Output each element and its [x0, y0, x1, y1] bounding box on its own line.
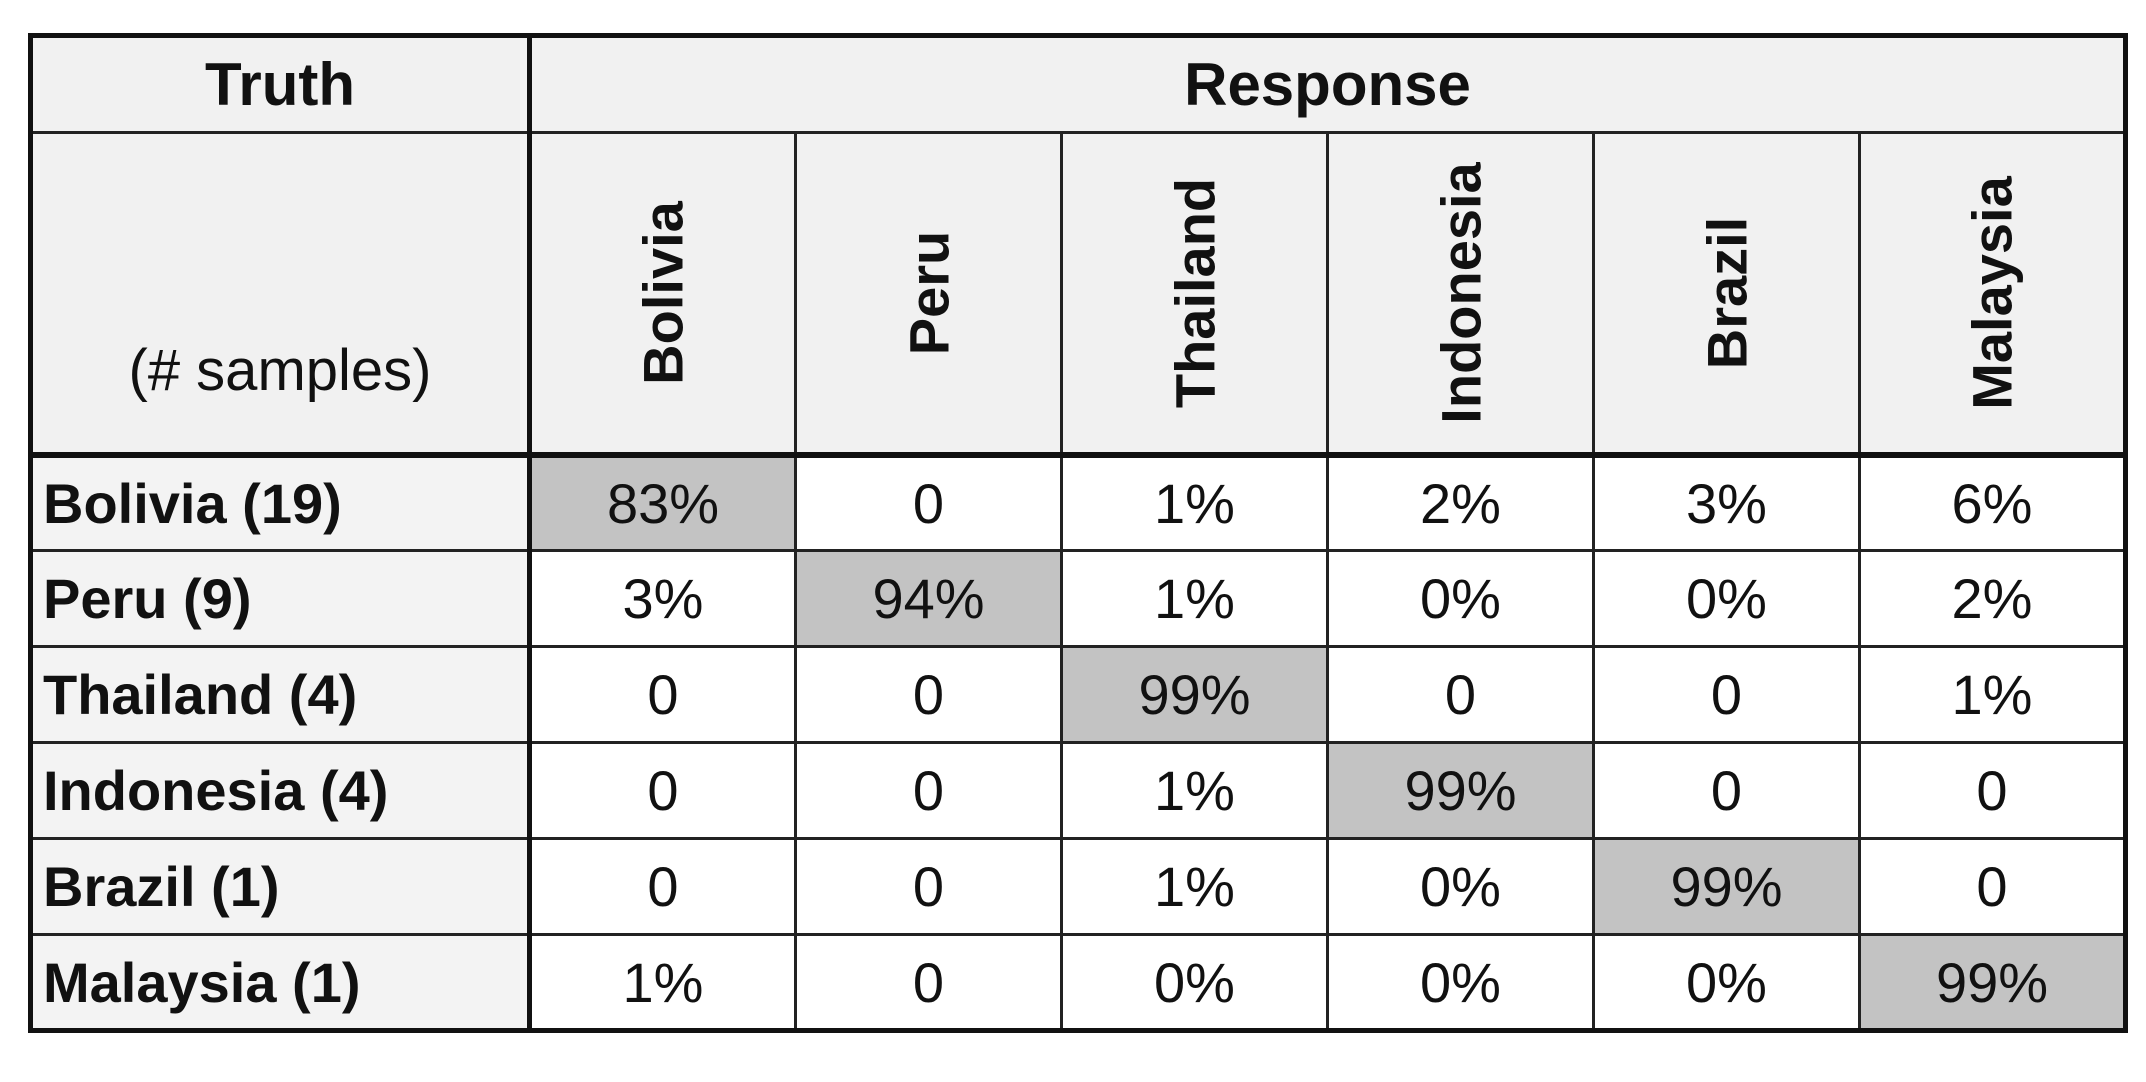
table-cell: 0: [1594, 743, 1860, 839]
table-row: [31, 743, 2126, 839]
row-header: Indonesia (4): [31, 743, 530, 839]
table-cell: 0: [796, 647, 1062, 743]
row-header: Malaysia (1): [31, 935, 530, 1031]
table-cell: 0: [530, 647, 796, 743]
table-cell: 0: [1594, 647, 1860, 743]
table-row: [31, 647, 2126, 743]
column-header-brazil: [1594, 133, 1860, 455]
diagonal-cell: 99%: [1594, 839, 1860, 935]
table-cell: 1%: [1062, 743, 1328, 839]
table-cell: 0%: [1328, 551, 1594, 647]
table-cell: 1%: [1062, 839, 1328, 935]
column-header-bolivia: [530, 133, 796, 455]
row-header: Brazil (1): [31, 839, 530, 935]
column-header-label: Brazil: [1695, 216, 1758, 369]
table-cell: 2%: [1860, 551, 2126, 647]
samples-label: (# samples): [31, 133, 530, 455]
diagonal-cell: 99%: [1860, 935, 2126, 1031]
table-cell: 0: [796, 455, 1062, 551]
table-row: [31, 551, 2126, 647]
column-header-label: Indonesia: [1429, 162, 1492, 424]
table-row: [31, 455, 2126, 551]
table-row: [31, 839, 2126, 935]
table-cell: 1%: [1062, 551, 1328, 647]
table-cell: 2%: [1328, 455, 1594, 551]
table-cell: 0%: [1328, 839, 1594, 935]
table-cell: 1%: [1062, 455, 1328, 551]
table-cell: 1%: [1860, 647, 2126, 743]
column-header-thailand: [1062, 133, 1328, 455]
table-cell: 0: [796, 839, 1062, 935]
row-header: Bolivia (19): [31, 455, 530, 551]
diagonal-cell: 83%: [530, 455, 796, 551]
table-cell: 3%: [1594, 455, 1860, 551]
table-cell: 0%: [1062, 935, 1328, 1031]
table-cell: 0: [1328, 647, 1594, 743]
truth-header: Truth: [31, 36, 530, 133]
table-cell: 0%: [1594, 935, 1860, 1031]
table-cell: 6%: [1860, 455, 2126, 551]
diagonal-cell: 94%: [796, 551, 1062, 647]
column-header-label: Peru: [897, 230, 960, 355]
table-cell: 0: [1860, 839, 2126, 935]
table-cell: 3%: [530, 551, 796, 647]
table-cell: 0%: [1328, 935, 1594, 1031]
column-header-peru: [796, 133, 1062, 455]
column-header-malaysia: [1860, 133, 2126, 455]
response-header: Response: [530, 36, 2126, 133]
table-cell: 0: [530, 839, 796, 935]
row-header: Peru (9): [31, 551, 530, 647]
confusion-matrix-table: [28, 33, 2128, 1033]
table-cell: 0: [1860, 743, 2126, 839]
table-row: [31, 935, 2126, 1031]
diagonal-cell: 99%: [1328, 743, 1594, 839]
table-cell: 0: [796, 935, 1062, 1031]
column-header-label: Thailand: [1163, 177, 1226, 408]
column-header-label: Malaysia: [1960, 176, 2024, 410]
column-header-indonesia: [1328, 133, 1594, 455]
table-cell: 0%: [1594, 551, 1860, 647]
table-cell: 1%: [530, 935, 796, 1031]
column-header-label: Bolivia: [631, 200, 695, 385]
diagonal-cell: 99%: [1062, 647, 1328, 743]
table-cell: 0: [530, 743, 796, 839]
row-header: Thailand (4): [31, 647, 530, 743]
table-cell: 0: [796, 743, 1062, 839]
